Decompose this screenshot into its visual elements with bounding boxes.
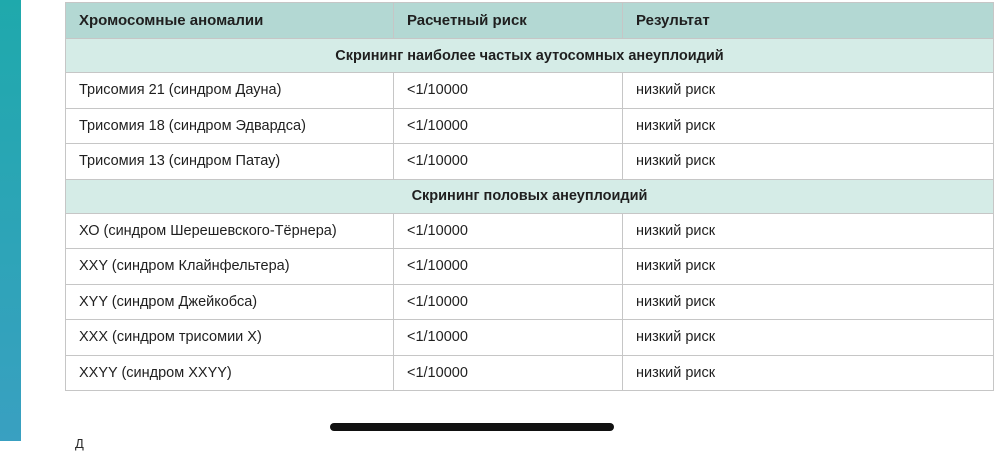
result-cell: низкий риск <box>623 213 994 249</box>
risk-cell: <1/10000 <box>394 73 623 109</box>
anomaly-cell: XXY (синдром Клайнфельтера) <box>66 249 394 285</box>
risk-cell: <1/10000 <box>394 320 623 356</box>
result-cell: низкий риск <box>623 249 994 285</box>
table-header-row <box>66 3 994 39</box>
risk-cell: <1/10000 <box>394 284 623 320</box>
left-accent-bar <box>0 0 21 441</box>
anomaly-cell: Трисомия 21 (синдром Дауна) <box>66 73 394 109</box>
risk-cell: <1/10000 <box>394 249 623 285</box>
column-header-anomalies: Хромосомные аномалии <box>66 3 394 39</box>
anomaly-cell: Трисомия 13 (синдром Патау) <box>66 144 394 180</box>
table-row <box>66 355 994 391</box>
table-row <box>66 108 994 144</box>
result-cell: низкий риск <box>623 108 994 144</box>
table-row <box>66 249 994 285</box>
result-cell: низкий риск <box>623 284 994 320</box>
section-title: Скрининг наиболее частых аутосомных анеуплоидий <box>66 39 994 73</box>
anomaly-cell: Трисомия 18 (синдром Эдвардса) <box>66 108 394 144</box>
anomaly-cell: XXX (синдром трисомии X) <box>66 320 394 356</box>
section-header-row <box>66 179 994 213</box>
column-header-risk: Расчетный риск <box>394 3 623 39</box>
table-row <box>66 144 994 180</box>
section-header-row <box>66 39 994 73</box>
risk-cell: <1/10000 <box>394 144 623 180</box>
screening-results-table <box>65 2 994 391</box>
section-title: Скрининг половых анеуплоидий <box>66 179 994 213</box>
redaction-bar <box>330 423 614 431</box>
result-cell: низкий риск <box>623 144 994 180</box>
table-row <box>66 213 994 249</box>
column-header-result: Результат <box>623 3 994 39</box>
result-cell: низкий риск <box>623 355 994 391</box>
table-row <box>66 320 994 356</box>
anomaly-cell: XXYY (синдром XXYY) <box>66 355 394 391</box>
result-cell: низкий риск <box>623 320 994 356</box>
table-row <box>66 284 994 320</box>
risk-cell: <1/10000 <box>394 355 623 391</box>
anomaly-cell: ХО (синдром Шерешевского-Тёрнера) <box>66 213 394 249</box>
clipped-footnote-text: Д <box>75 436 84 451</box>
risk-cell: <1/10000 <box>394 108 623 144</box>
risk-cell: <1/10000 <box>394 213 623 249</box>
table-row <box>66 73 994 109</box>
anomaly-cell: XYY (синдром Джейкобса) <box>66 284 394 320</box>
result-cell: низкий риск <box>623 73 994 109</box>
